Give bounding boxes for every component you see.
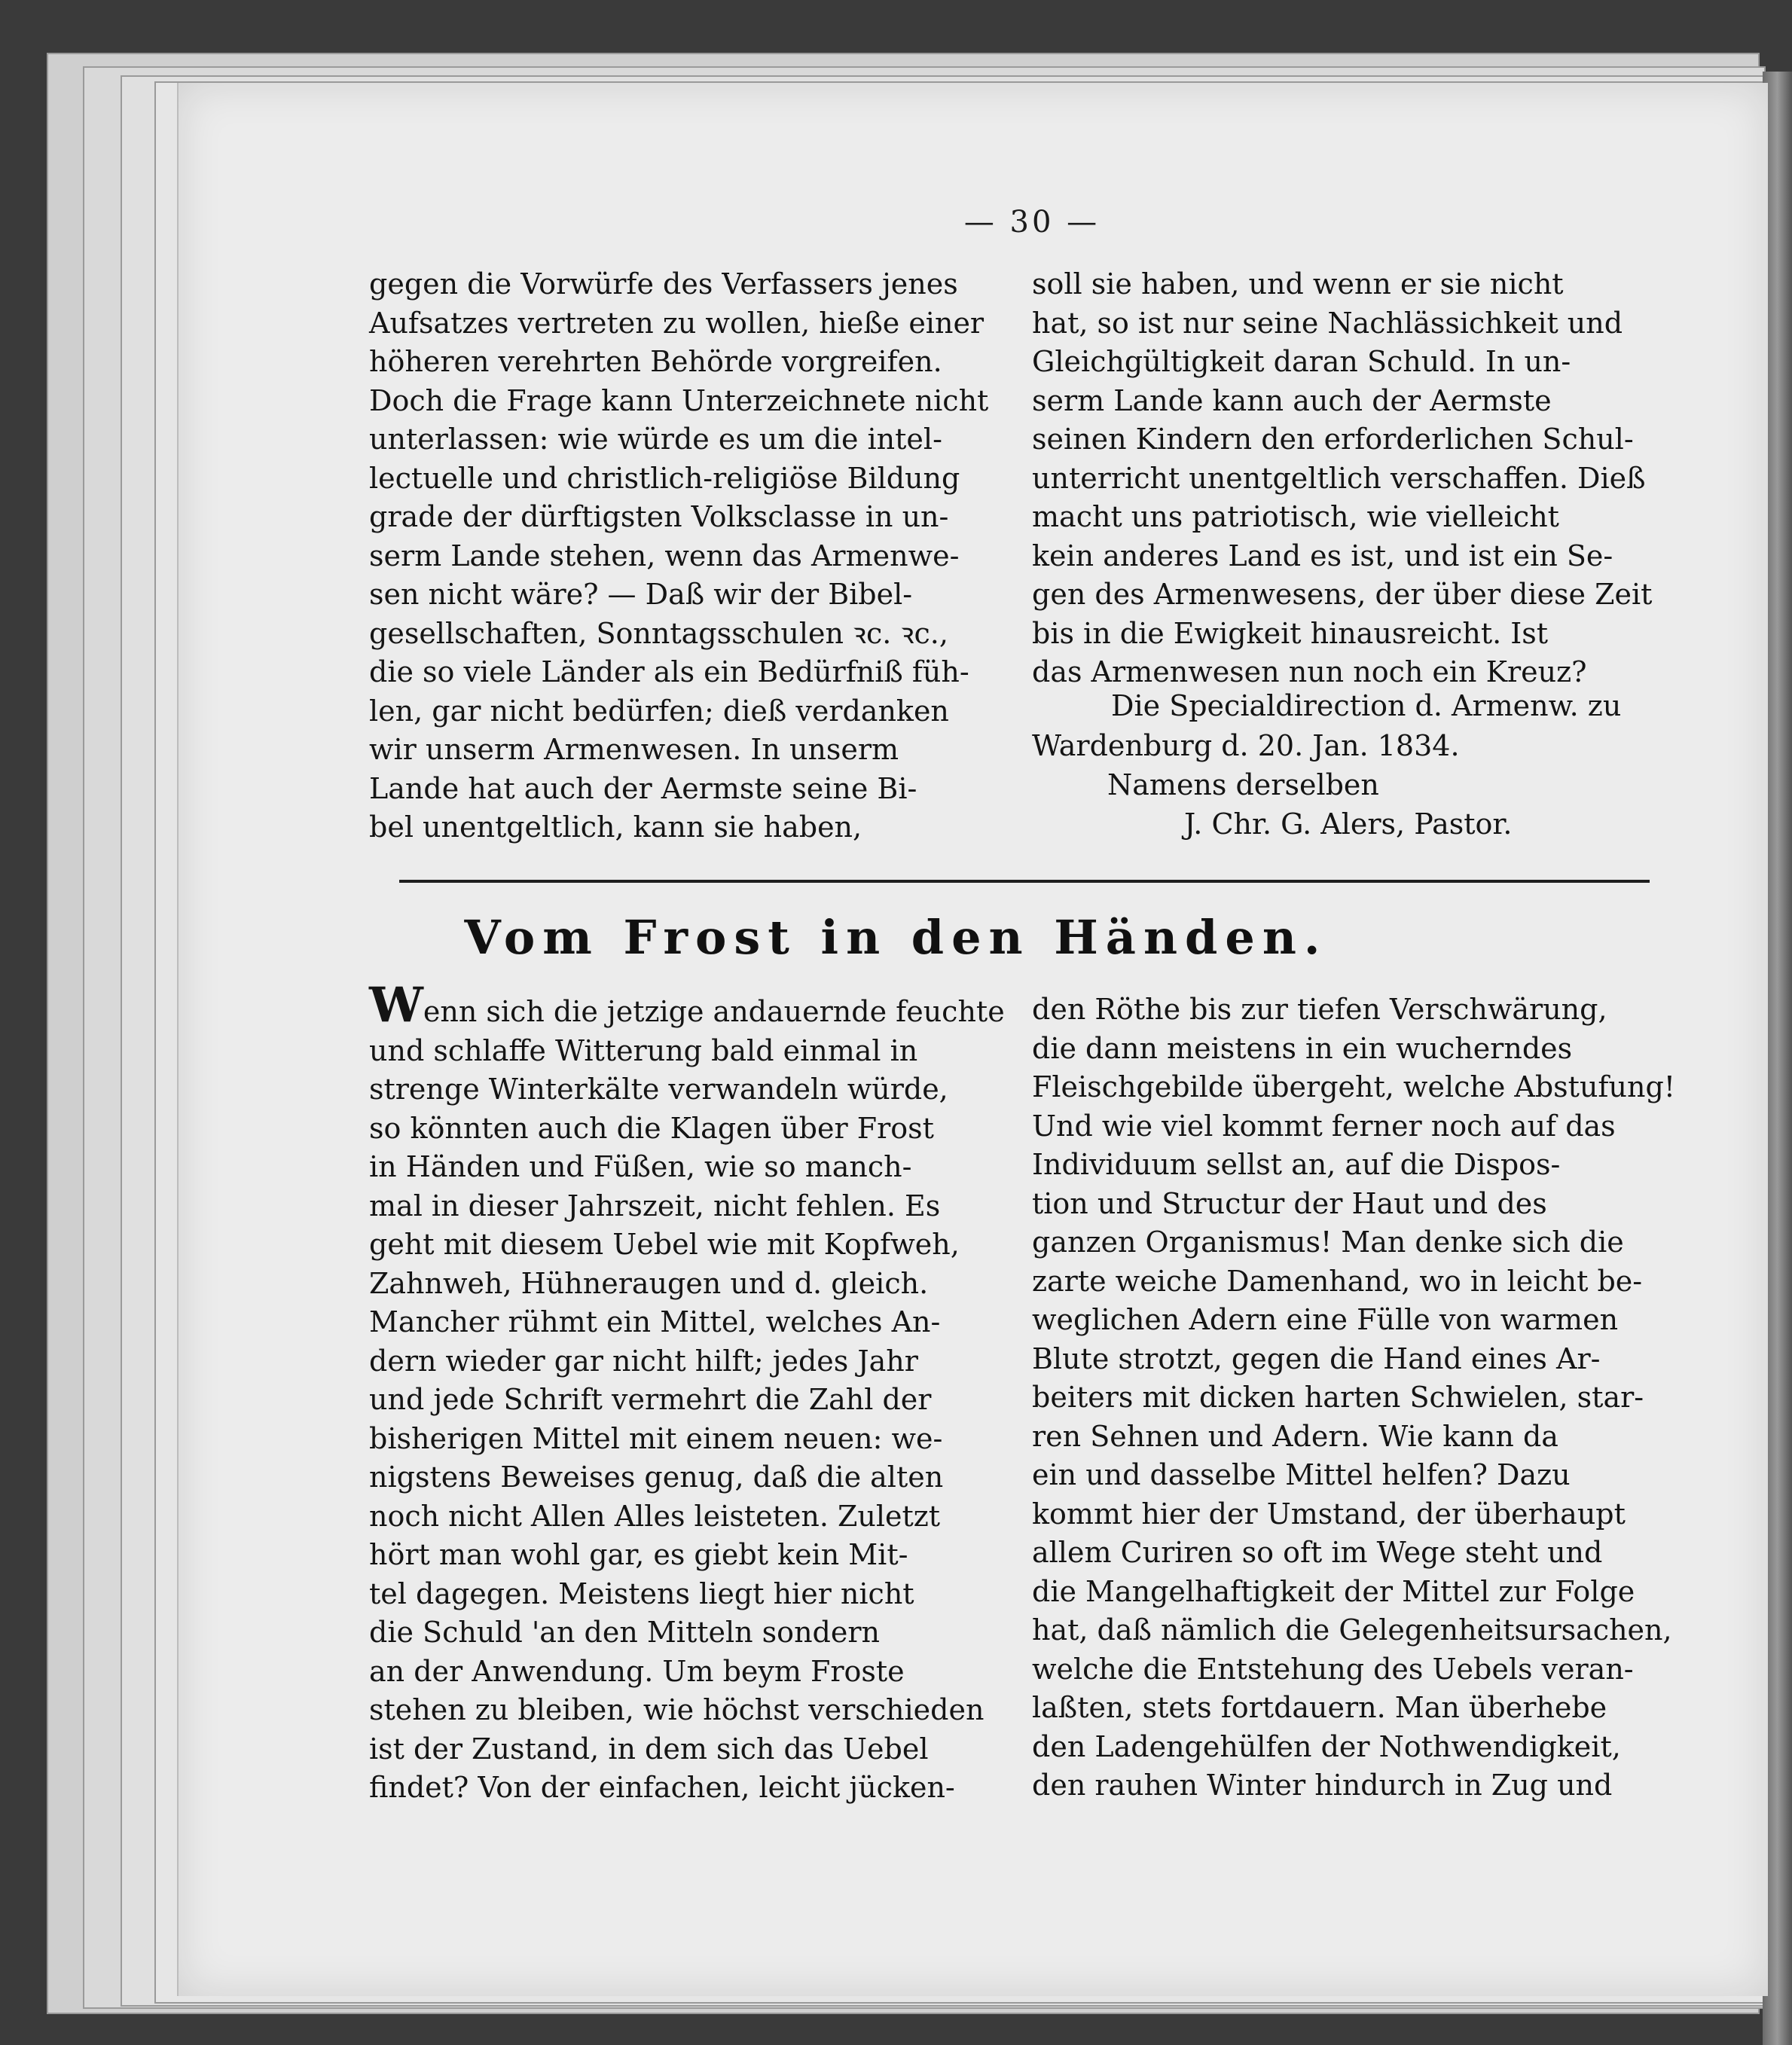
text-line: weglichen Adern eine Fülle von warmen xyxy=(1032,1303,1619,1336)
text-line: das Armenwesen nun noch ein Kreuz? xyxy=(1032,655,1587,688)
text-line: geht mit diesem Uebel wie mit Kopfweh, xyxy=(369,1228,960,1261)
text-line: ganzen Organismus! Man denke sich die xyxy=(1032,1225,1624,1259)
text-line: unterricht unentgeltlich verschaffen. Dieß xyxy=(1032,461,1646,495)
top-right-column xyxy=(1032,265,1661,692)
text-line: gen des Armenwesens, der über diese Zeit xyxy=(1032,578,1653,611)
first-line-text: enn sich die jetzige andauernde feuchte xyxy=(423,995,1005,1028)
article-heading: Vom Frost in den Händen. xyxy=(464,910,1328,965)
text-line: strenge Winterkälte verwandeln würde, xyxy=(369,1073,948,1106)
text-line: Gleichgültigkeit daran Schuld. In un- xyxy=(1032,345,1571,378)
text-line: tion und Structur der Haut und des xyxy=(1032,1186,1547,1220)
page-number: — 30 — xyxy=(963,205,1101,240)
text-line: Individuum sellst an, auf die Dispos- xyxy=(1032,1148,1561,1181)
bottom-left-column xyxy=(369,977,1005,1808)
text-line: Fleischgebilde übergeht, welche Abstufung! xyxy=(1032,1070,1676,1103)
text-line: wir unserm Armenwesen. In unserm xyxy=(369,733,899,766)
text-line: stehen zu bleiben, wie höchst verschieden xyxy=(369,1693,985,1726)
text-line: unterlassen: wie würde es um die intel- xyxy=(369,423,942,456)
text-line: hat, so ist nur seine Nachlässichkeit und xyxy=(1032,306,1623,340)
text-line: Doch die Frage kann Unterzeichnete nicht xyxy=(369,383,989,417)
text-line: hat, daß nämlich die Gelegenheitsursachen, xyxy=(1032,1613,1672,1647)
text-line: seinen Kindern den erforderlichen Schul- xyxy=(1032,423,1634,456)
signature-date: Wardenburg d. 20. Jan. 1834. xyxy=(1032,729,1460,762)
text-line: kein anderes Land es ist, und ist ein Se- xyxy=(1032,539,1613,572)
text-line: beiters mit dicken harten Schwielen, star- xyxy=(1032,1381,1644,1414)
text-line: Mancher rühmt ein Mittel, welches An- xyxy=(369,1305,941,1338)
text-line: so könnten auch die Klagen über Frost xyxy=(369,1111,934,1145)
text-line: hört man wohl gar, es giebt kein Mit- xyxy=(369,1538,908,1571)
text-line: lectuelle und christlich-religiöse Bildung xyxy=(369,461,960,495)
text-line: in Händen und Füßen, wie so manch- xyxy=(369,1150,912,1183)
text-line: die so viele Länder als ein Bedürfniß füh- xyxy=(369,655,969,688)
text-line: sen nicht wäre? — Daß wir der Bibel- xyxy=(369,578,913,611)
bottom-right-column xyxy=(1032,990,1676,1805)
text-line: ist der Zustand, in dem sich das Uebel xyxy=(369,1732,929,1766)
drop-cap: W xyxy=(369,977,423,1033)
text-line: ein und dasselbe Mittel helfen? Dazu xyxy=(1032,1458,1571,1491)
text-line: die Mangelhaftigkeit der Mittel zur Folge xyxy=(1032,1574,1635,1608)
text-line: gegen die Vorwürfe des Verfassers jenes xyxy=(369,267,958,301)
text-line: tel dagegen. Meistens liegt hier nicht xyxy=(369,1576,914,1610)
text-line: dern wieder gar nicht hilft; jedes Jahr xyxy=(369,1344,918,1378)
text-line: bis in die Ewigkeit hinausreicht. Ist xyxy=(1032,616,1549,650)
signature-on-behalf: Namens derselben xyxy=(1107,768,1379,801)
top-left-column xyxy=(369,265,1002,847)
text-line: serm Lande stehen, wenn das Armenwe- xyxy=(369,539,960,572)
text-line: den rauhen Winter hindurch in Zug und xyxy=(1032,1769,1613,1802)
text-line: den Ladengehülfen der Nothwendigkeit, xyxy=(1032,1729,1621,1763)
text-line: Zahnweh, Hühneraugen und d. gleich. xyxy=(369,1266,929,1300)
text-line: allem Curiren so oft im Wege steht und xyxy=(1032,1536,1603,1569)
text-line: die dann meistens in ein wucherndes xyxy=(1032,1031,1573,1065)
text-line: mal in dieser Jahrszeit, nicht fehlen. Es xyxy=(369,1189,941,1222)
text-line: serm Lande kann auch der Aermste xyxy=(1032,383,1552,417)
text-line: bel unentgeltlich, kann sie haben, xyxy=(369,810,862,844)
text-line: macht uns patriotisch, wie vielleicht xyxy=(1032,500,1559,533)
text-line: grade der dürftigsten Volksclasse in un- xyxy=(369,500,949,533)
text-line: laßten, stets fortdauern. Man überhebe xyxy=(1032,1691,1607,1724)
signature-name: J. Chr. G. Alers, Pastor. xyxy=(1184,807,1513,841)
text-line: höheren verehrten Behörde vorgreifen. xyxy=(369,345,942,378)
text-line: findet? Von der einfachen, leicht jücken- xyxy=(369,1771,955,1804)
text-line: zarte weiche Damenhand, wo in leicht be- xyxy=(1032,1264,1643,1298)
text-line: Und wie viel kommt ferner noch auf das xyxy=(1032,1109,1616,1143)
text-line: Blute strotzt, gegen die Hand eines Ar- xyxy=(1032,1341,1601,1375)
text-line: an der Anwendung. Um beym Froste xyxy=(369,1654,905,1688)
text-line: Aufsatzes vertreten zu wollen, hieße einer xyxy=(369,306,985,340)
first-line xyxy=(369,977,1005,1033)
text-line: und jede Schrift vermehrt die Zahl der xyxy=(369,1383,932,1416)
signature-line: Die Specialdirection d. Armenw. zu xyxy=(1111,689,1622,722)
text-line: len, gar nicht bedürfen; dieß verdanken xyxy=(369,694,949,728)
text-line: und schlaffe Witterung bald einmal in xyxy=(369,1033,918,1067)
text-line: den Röthe bis zur tiefen Verschwärung, xyxy=(1032,993,1607,1026)
text-line: welche die Entstehung des Uebels veran- xyxy=(1032,1652,1634,1686)
text-line: bisherigen Mittel mit einem neuen: we- xyxy=(369,1421,943,1455)
text-line: Lande hat auch der Aermste seine Bi- xyxy=(369,771,917,805)
text-line: noch nicht Allen Alles leisteten. Zuletzt xyxy=(369,1499,941,1533)
section-divider xyxy=(399,880,1650,883)
text-line: kommt hier der Umstand, der überhaupt xyxy=(1032,1497,1626,1531)
text-line: ren Sehnen und Adern. Wie kann da xyxy=(1032,1419,1558,1453)
text-line: nigstens Beweises genug, daß die alten xyxy=(369,1460,944,1494)
text-line: gesellschaften, Sonntagsschulen ꝛc. ꝛc., xyxy=(369,616,948,650)
text-line: die Schuld 'an den Mitteln sondern xyxy=(369,1616,880,1649)
text-line: soll sie haben, und wenn er sie nicht xyxy=(1032,267,1564,301)
